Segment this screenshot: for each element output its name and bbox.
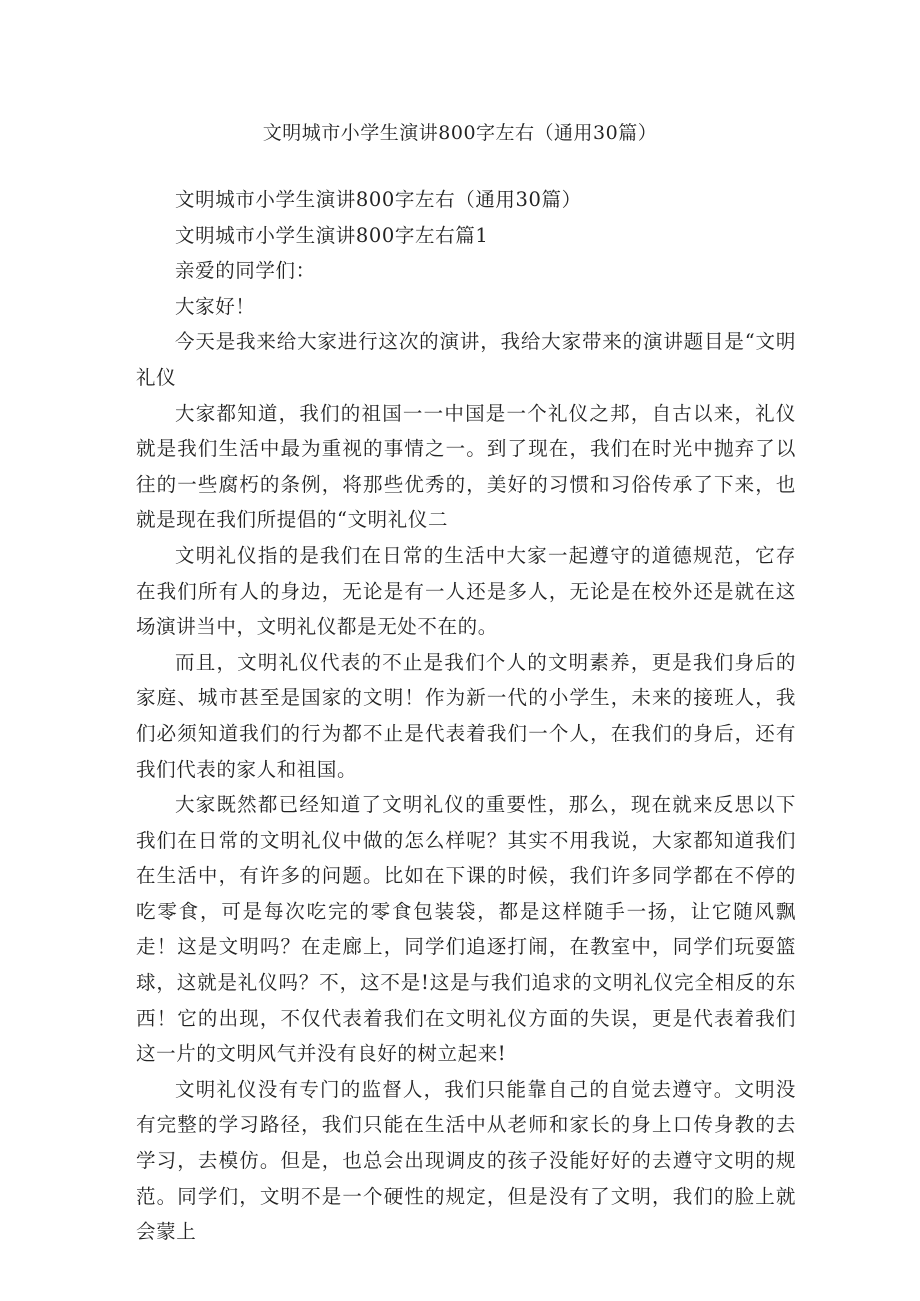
paragraph-section-heading: 文明城市小学生演讲800字左右篇1	[175, 223, 489, 247]
paragraph-intro: 今天是我来给大家进行这次的演讲，我给大家带来的演讲题目是“文明礼仪	[136, 330, 796, 389]
paragraph-body: 文明礼仪没有专门的监督人，我们只能靠自己的自觉去遵守。文明没有完整的学习路径，我们只能在生活中从老师和家长的身上口传身教的去学习，去模仿。但是，也总会出现调皮的孩子没能好好的去遵守文明的规范。同学们，文明不是一个硬性的规定，但是没有了文明，我们的脸上就会蒙上	[136, 1077, 796, 1244]
paragraph-body: 大家都知道，我们的祖国一一中国是一个礼仪之邦，自古以来，礼仪就是我们生活中最为重视的事情之一。到了现在，我们在时光中抛弃了以往的一些腐朽的条例，将那些优秀的，美好的习惯和习俗传承了下来，也就是现在我们所提倡的“文明礼仪二	[136, 401, 796, 532]
paragraph-body: 而且，文明礼仪代表的不止是我们个人的文明素养，更是我们身后的家庭、城市甚至是国家的文明！作为新一代的小学生，未来的接班人，我们必须知道我们的行为都不止是代表着我们一个人，在我们的身后，还有我们代表的家人和祖国。	[136, 650, 796, 781]
document-title: 文明城市小学生演讲800字左右（通用30篇）	[262, 122, 658, 144]
paragraph-body: 文明礼仪指的是我们在日常的生活中大家一起遵守的道德规范，它存在我们所有人的身边，无论是有一人还是多人，无论是在校外还是就在这场演讲当中，文明礼仪都是无处不在的。	[136, 543, 796, 639]
paragraph-subtitle: 文明城市小学生演讲800字左右（通用30篇）	[175, 188, 582, 211]
paragraph-body: 大家既然都已经知道了文明礼仪的重要性，那么，现在就来反思以下我们在日常的文明礼仪中做的怎么样呢？其实不用我说，大家都知道我们在生活中，有许多的问题。比如在下课的时候，我们许多同学都在不停的吃零食，可是每次吃完的零食包装袋，都是这样随手一扬，让它随风飘走！这是文明吗？在走廊上，同学们追逐打闹，在教室中，同学们玩耍篮球，这就是礼仪吗？不，这不是!这是与我们追求的文明礼仪完全相反的东西！它的出现，不仅代表着我们在文明礼仪方面的失误，更是代表着我们这一片的文明风气并没有良好的树立起来!	[136, 793, 796, 1066]
document-body	[136, 182, 796, 1250]
paragraph-greeting: 大家好！	[175, 294, 256, 318]
paragraph-salutation: 亲爱的同学们：	[175, 259, 316, 283]
